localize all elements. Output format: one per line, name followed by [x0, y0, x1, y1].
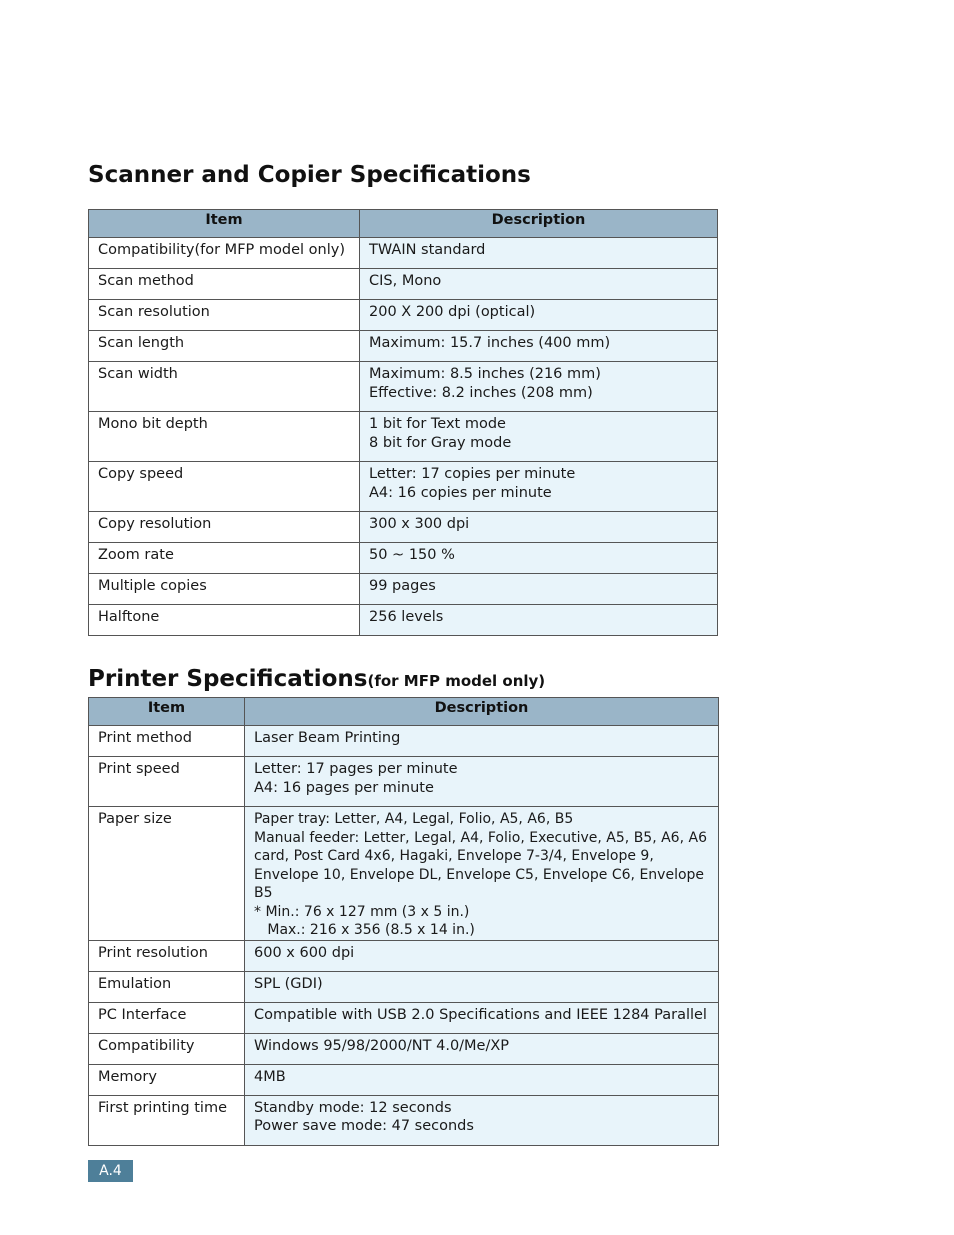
row-item-cell: Compatibility [89, 1033, 245, 1064]
description-line: Letter: 17 pages per minute [254, 761, 458, 777]
table-row [89, 412, 718, 462]
description-line: Windows 95/98/2000/NT 4.0/Me/XP [254, 1037, 510, 1054]
row-item-cell: Copy speed [89, 462, 360, 512]
row-description-cell [360, 331, 718, 362]
row-item-cell: Scan width [89, 362, 360, 412]
row-item-cell: Zoom rate [89, 543, 360, 574]
description-line: Max.: 216 x 356 (8.5 x 14 in.) [254, 922, 475, 938]
description-line: Laser Beam Printing [254, 730, 401, 746]
row-description-cell [245, 757, 719, 807]
row-description-cell [360, 362, 718, 412]
row-description-cell [360, 238, 718, 269]
table-row [89, 971, 719, 1002]
description-column-header: Description [360, 210, 718, 238]
row-description-cell [245, 971, 719, 1002]
row-description-cell [245, 940, 719, 971]
row-item-cell: Copy resolution [89, 512, 360, 543]
printer-table-body [89, 726, 719, 1146]
description-line: A4: 16 copies per minute [369, 484, 552, 501]
table-row [89, 1064, 719, 1095]
printer-section-title [88, 666, 545, 692]
description-line: 600 x 600 dpi [254, 944, 355, 961]
item-column-header: Item [89, 698, 245, 726]
row-item-cell: Print speed [89, 757, 245, 807]
table-header-row [89, 210, 718, 238]
description-line: Manual feeder: Letter, Legal, A4, Folio, Executive, A5, B5, A6, A6 card, Post Card 4x6, Hagaki, Envelope 7-3/4, Envelope 9, Envelope 10, Envelope DL, Envelope C5, Envelope C6, Envelope B5 [254, 829, 712, 901]
row-description-cell [245, 1064, 719, 1095]
table-row [89, 300, 718, 331]
row-description-cell [360, 269, 718, 300]
description-line: Maximum: 15.7 inches (400 mm) [369, 335, 611, 351]
description-line: 8 bit for Gray mode [369, 434, 512, 451]
description-line: 99 pages [369, 578, 436, 594]
table-row [89, 757, 719, 807]
description-line: Effective: 8.2 inches (208 mm) [369, 384, 593, 401]
description-line: 200 X 200 dpi (optical) [369, 304, 536, 320]
table-row [89, 543, 718, 574]
description-column-header: Description [245, 698, 719, 726]
row-item-cell: Emulation [89, 971, 245, 1002]
printer-spec-table [88, 697, 719, 1146]
printer-title-text: Printer Specifications [88, 666, 368, 692]
row-description-cell [245, 807, 719, 941]
row-item-cell: Halftone [89, 605, 360, 636]
row-item-cell: PC Interface [89, 1002, 245, 1033]
row-item-cell: Scan method [89, 269, 360, 300]
row-description-cell [245, 1095, 719, 1145]
table-row [89, 807, 719, 941]
description-line: 300 x 300 dpi [369, 516, 470, 532]
table-row [89, 940, 719, 971]
description-line: Maximum: 8.5 inches (216 mm) [369, 366, 601, 382]
description-line: Standby mode: 12 seconds [254, 1099, 452, 1116]
row-description-cell [360, 574, 718, 605]
row-description-cell [245, 726, 719, 757]
table-row [89, 362, 718, 412]
table-row [89, 1095, 719, 1145]
table-row [89, 462, 718, 512]
scanner-title-text: Scanner and Copier Specifications [88, 162, 531, 188]
scanner-spec-table [88, 209, 718, 636]
row-item-cell: Scan resolution [89, 300, 360, 331]
scanner-table-body [89, 238, 718, 636]
table-row [89, 238, 718, 269]
scanner-section-title [88, 162, 531, 188]
row-description-cell [360, 605, 718, 636]
page-number: A.4 [88, 1160, 133, 1182]
description-line: Compatible with USB 2.0 Specifications and IEEE 1284 Parallel [254, 1006, 707, 1023]
row-item-cell: Print resolution [89, 940, 245, 971]
row-item-cell: Print method [89, 726, 245, 757]
description-line: 4MB [254, 1068, 286, 1085]
table-row [89, 1002, 719, 1033]
description-line: CIS, Mono [369, 273, 442, 289]
row-item-cell: Memory [89, 1064, 245, 1095]
row-item-cell: Compatibility(for MFP model only) [89, 238, 360, 269]
row-description-cell [245, 1033, 719, 1064]
description-line: 1 bit for Text mode [369, 416, 506, 432]
row-description-cell [360, 512, 718, 543]
table-header-row [89, 698, 719, 726]
row-description-cell [245, 1002, 719, 1033]
description-line: A4: 16 pages per minute [254, 779, 434, 796]
table-row [89, 1033, 719, 1064]
item-column-header: Item [89, 210, 360, 238]
row-item-cell: Multiple copies [89, 574, 360, 605]
row-item-cell: Paper size [89, 807, 245, 941]
description-line: Letter: 17 copies per minute [369, 466, 576, 482]
row-description-cell [360, 543, 718, 574]
description-line: 256 levels [369, 609, 444, 625]
table-row [89, 605, 718, 636]
description-line: SPL (GDI) [254, 975, 323, 992]
printer-title-suffix: (for MFP model only) [367, 672, 546, 690]
table-row [89, 726, 719, 757]
description-line: Power save mode: 47 seconds [254, 1118, 474, 1134]
table-row [89, 269, 718, 300]
description-line: TWAIN standard [369, 242, 486, 258]
row-item-cell: First printing time [89, 1095, 245, 1145]
description-line: 50 ~ 150 % [369, 547, 455, 563]
row-description-cell [360, 412, 718, 462]
row-description-cell [360, 462, 718, 512]
row-item-cell: Mono bit depth [89, 412, 360, 462]
row-item-cell: Scan length [89, 331, 360, 362]
description-line: * Min.: 76 x 127 mm (3 x 5 in.) [254, 903, 470, 920]
description-line: Paper tray: Letter, A4, Legal, Folio, A5, A6, B5 [254, 811, 574, 827]
row-description-cell [360, 300, 718, 331]
table-row [89, 512, 718, 543]
table-row [89, 574, 718, 605]
table-row [89, 331, 718, 362]
